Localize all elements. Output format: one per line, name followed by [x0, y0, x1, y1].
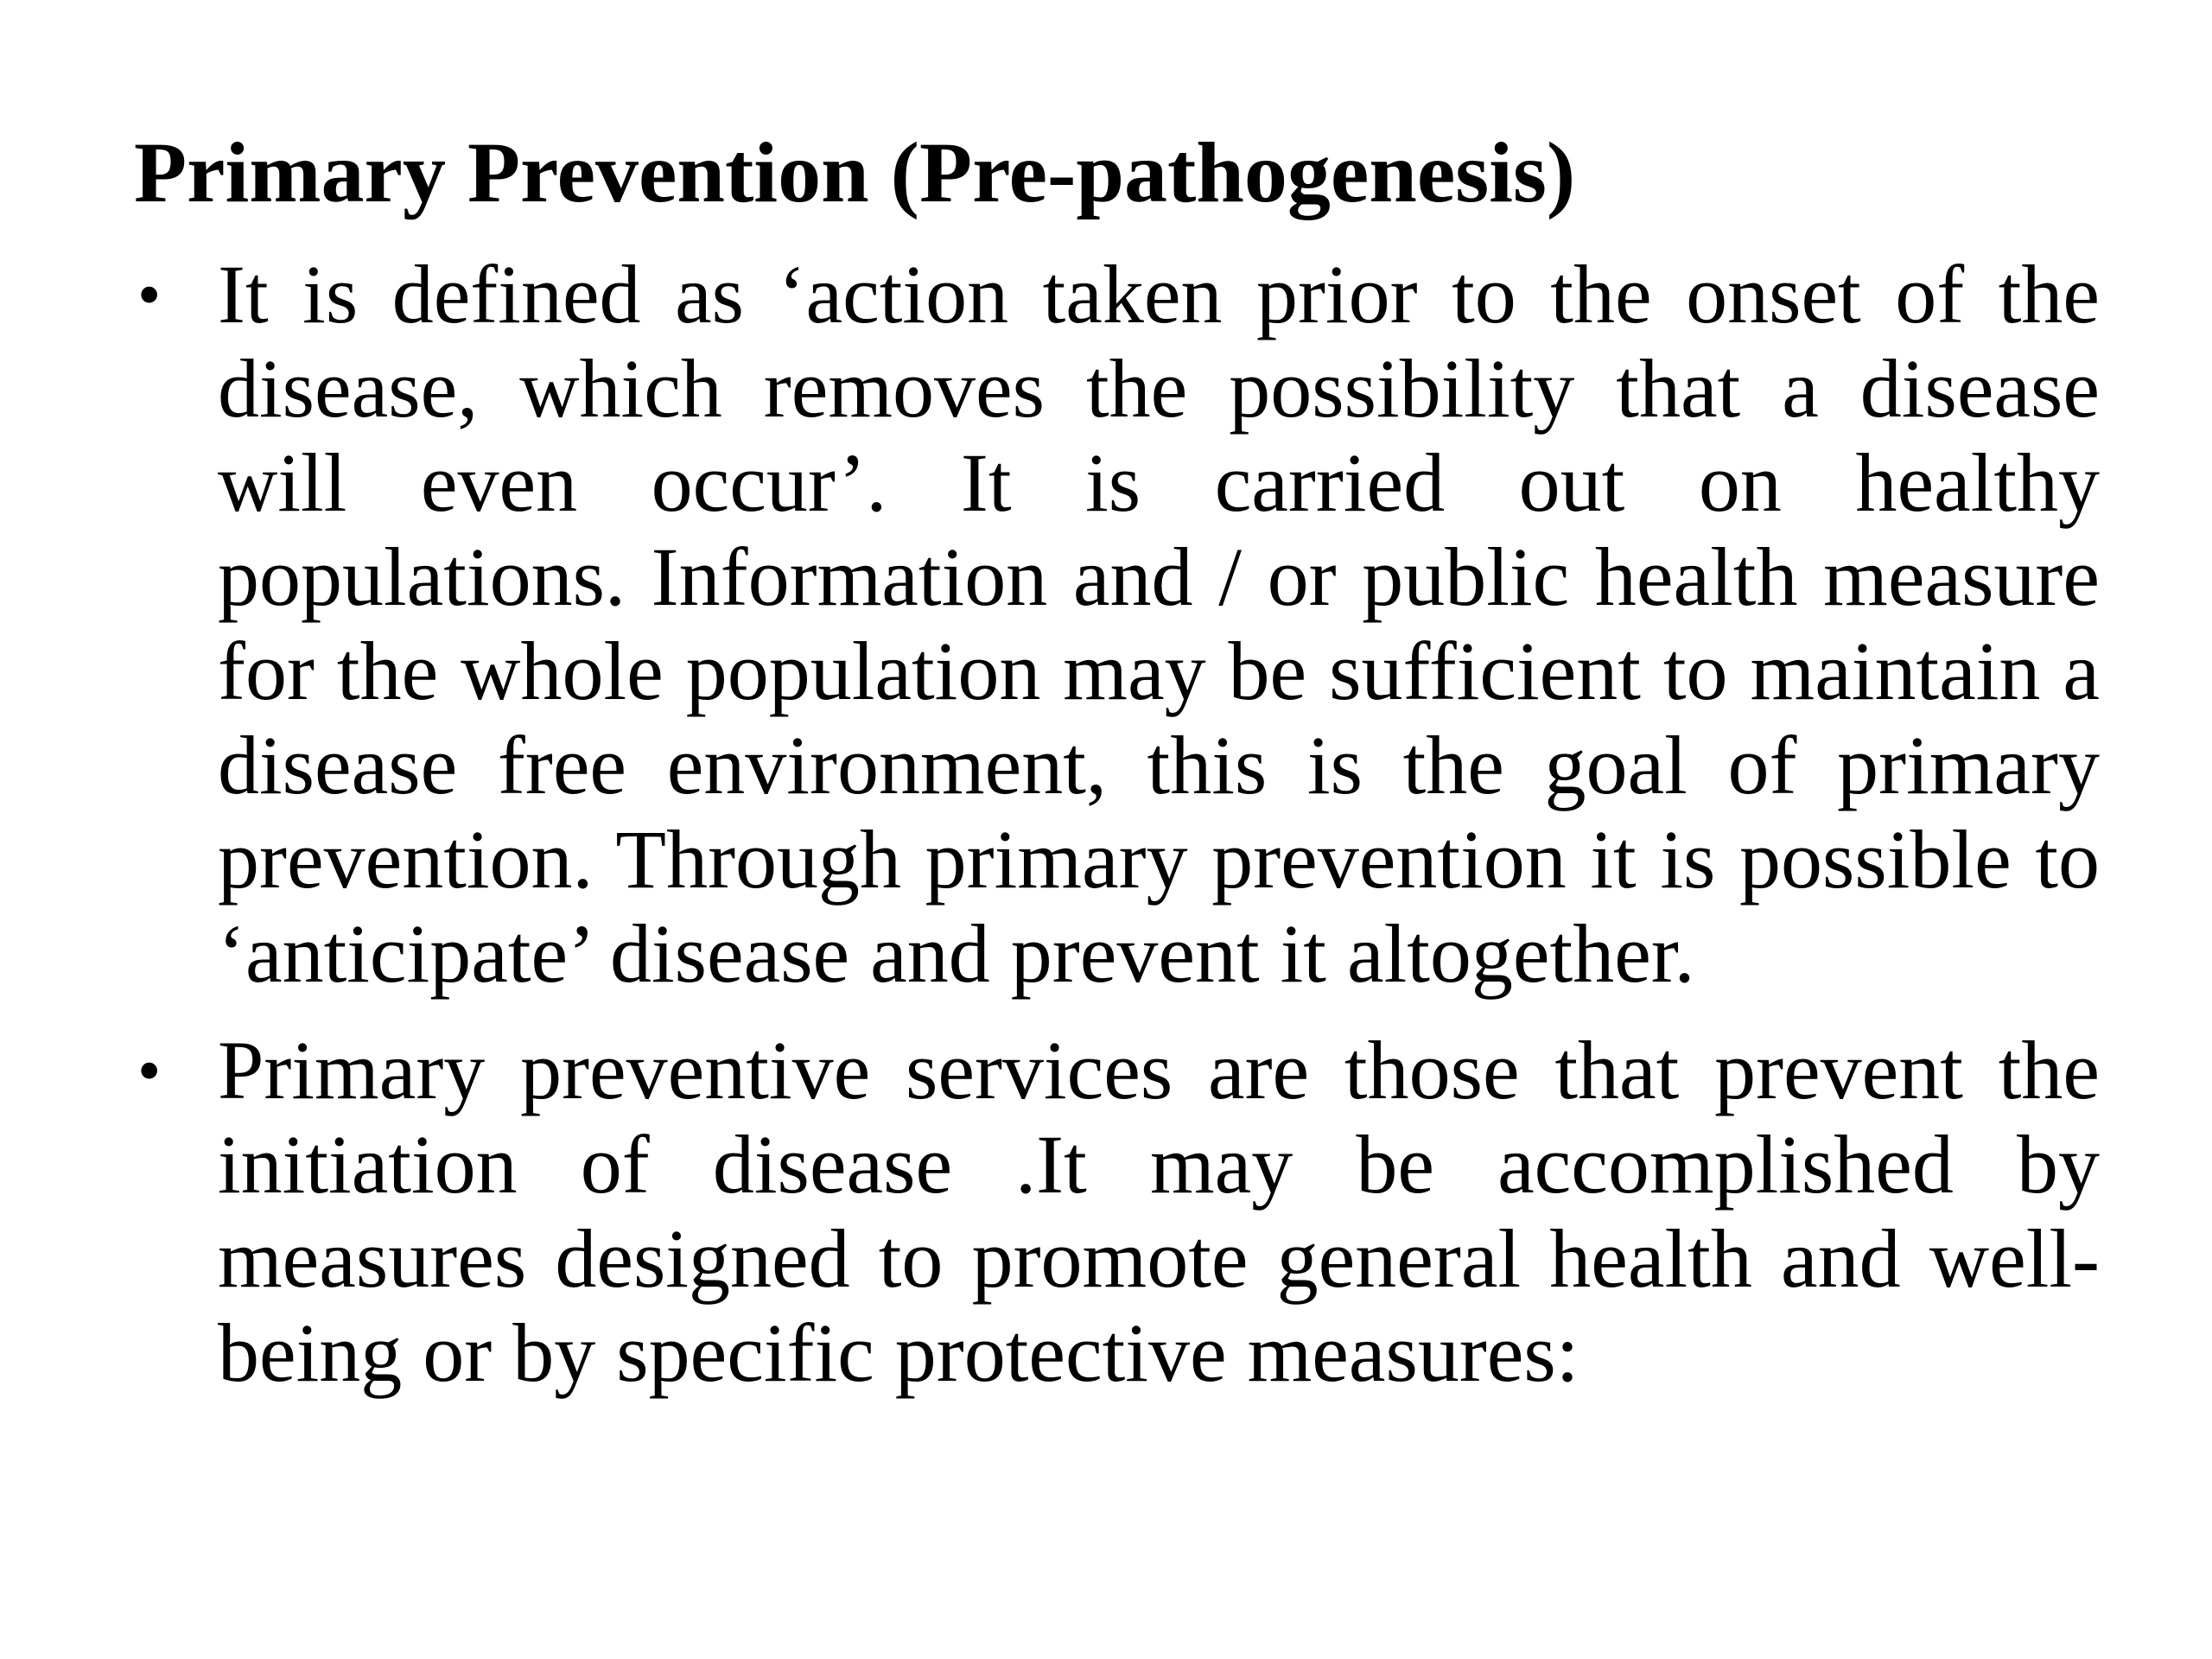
bullet-icon: • [137, 1033, 162, 1108]
bullet-text: It is defined as ‘action taken prior to the onset of the disease, which removes the possibility that a disease will even occur’. It is carried out on healthy populations. Information and / or public health measure for the whole population may be sufficient to maintain a disease free environment, this is the goal of primary prevention. Through primary prevention it is possible to ‘anticipate’ disease and prevent it altogether. [218, 248, 2100, 1000]
slide-title: Primary Prevention (Pre-pathogenesis) [134, 124, 1576, 220]
bullet-item-services [134, 1023, 2100, 1400]
bullet-list [134, 247, 2100, 1400]
bullet-icon: • [137, 257, 162, 332]
bullet-text: Primary preventive services are those that prevent the initiation of disease .It may be accomplished by measures designed to promote general health and well-being or by specific protective measures: [218, 1024, 2100, 1399]
bullet-item-definition [134, 247, 2100, 1001]
